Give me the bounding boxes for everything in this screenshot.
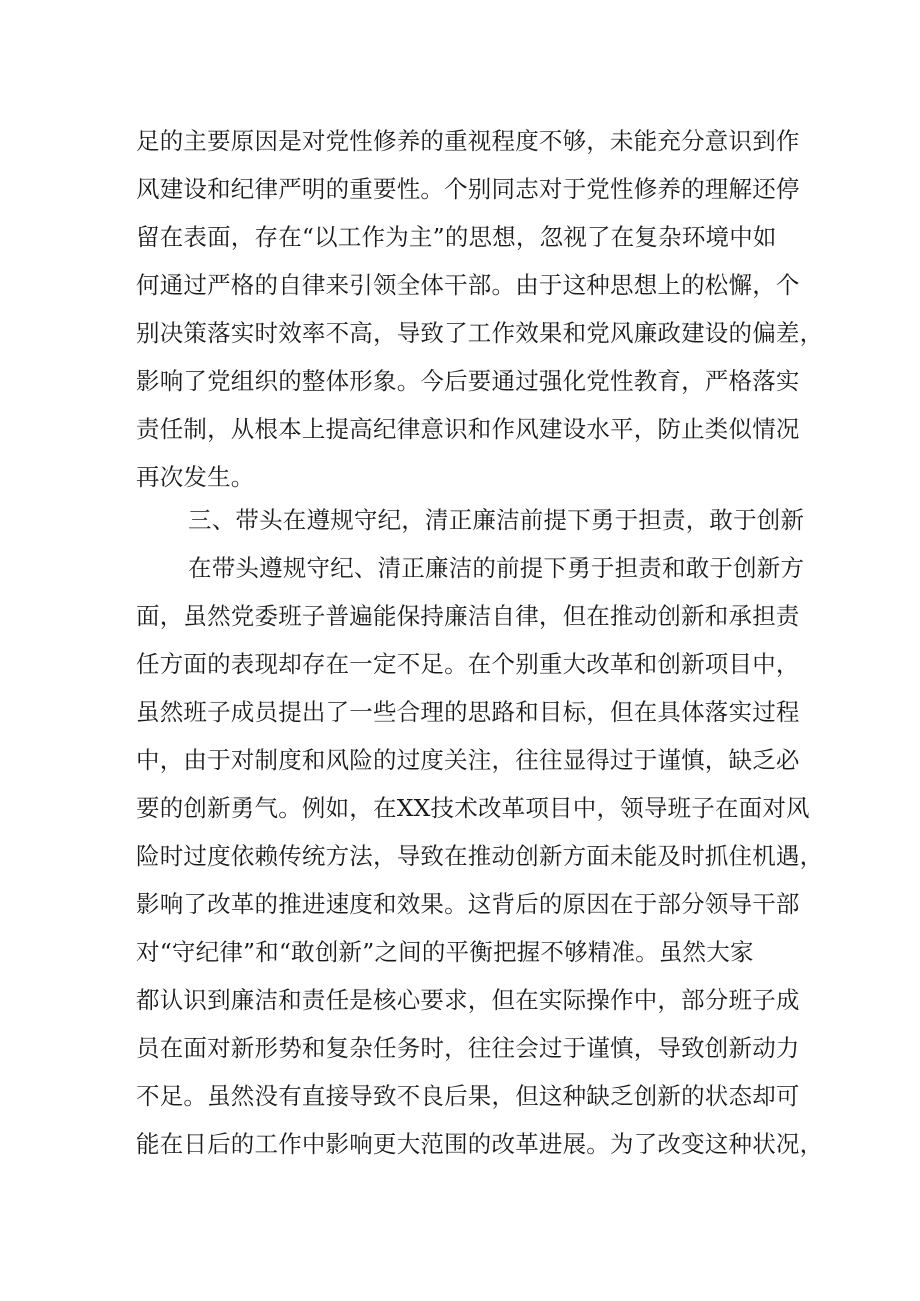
paragraph-line: 再次发生。 — [136, 463, 255, 491]
paragraph-line: 足的主要原因是对党性修养的重视程度不够，未能充分意识到作 — [136, 127, 800, 155]
paragraph-line: 影响了党组织的整体形象。今后要通过强化党性教育，严格落实 — [136, 367, 800, 395]
section-heading: 三、带头在遵规守纪，清正廉洁前提下勇于担责，敢于创新 — [188, 506, 805, 534]
paragraph-line: 都认识到廉洁和责任是核心要求，但在实际操作中，部分班子成 — [136, 986, 800, 1014]
paragraph-line: 任方面的表现却存在一定不足。在个别重大改革和创新项目中， — [136, 650, 800, 678]
paragraph-continuation — [136, 117, 824, 501]
paragraph-line: 虽然班子成员提出了一些合理的思路和目标，但在具体落实过程 — [136, 698, 800, 726]
paragraph-line: 风建设和纪律严明的重要性。个别同志对于党性修养的理解还停 — [136, 175, 800, 203]
paragraph-line: 留在表面，存在“以工作为主”的思想，忽视了在复杂环境中如 — [136, 223, 777, 251]
paragraph-line: 不足。虽然没有直接导致不良后果，但这种缺乏创新的状态却可 — [136, 1082, 800, 1110]
paragraph-line: 对“守纪律”和“敢创新”之间的平衡把握不够精准。虽然大家 — [136, 938, 754, 966]
paragraph-line: 何通过严格的自律来引领全体干部。由于这种思想上的松懈，个 — [136, 271, 800, 299]
paragraph-line: 要的创新勇气。例如，在XX技术改革项目中，领导班子在面对风 — [136, 794, 810, 822]
paragraph-line: 责任制，从根本上提高纪律意识和作风建设水平，防止类似情况 — [136, 415, 800, 443]
paragraph-line: 在带头遵规守纪、清正廉洁的前提下勇于担责和敢于创新方 — [188, 554, 805, 582]
paragraph-line: 员在面对新形势和复杂任务时，往往会过于谨慎，导致创新动力 — [136, 1034, 800, 1062]
paragraph-line: 面，虽然党委班子普遍能保持廉洁自律，但在推动创新和承担责 — [136, 602, 800, 630]
section-three — [136, 496, 824, 1168]
paragraph-line: 能在日后的工作中影响更大范围的改革进展。为了改变这种状况， — [136, 1130, 824, 1158]
paragraph-line: 中，由于对制度和风险的过度关注，往往显得过于谨慎，缺乏必 — [136, 746, 800, 774]
paragraph-line: 险时过度依赖传统方法，导致在推动创新方面未能及时抓住机遇， — [136, 842, 824, 870]
paragraph-line: 影响了改革的推进速度和效果。这背后的原因在于部分领导干部 — [136, 890, 800, 918]
paragraph-line: 别决策落实时效率不高，导致了工作效果和党风廉政建设的偏差， — [136, 319, 824, 347]
